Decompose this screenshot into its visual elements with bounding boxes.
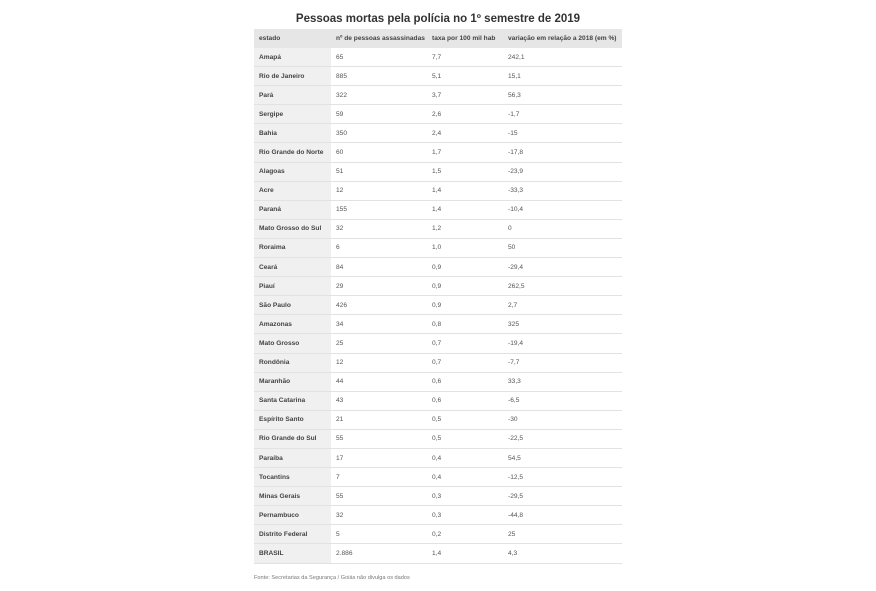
cell-taxa: 0,2 [427,525,503,544]
cell-pessoas-assassinadas: 32 [331,506,427,525]
column-header-taxa: taxa por 100 mil hab [427,29,503,48]
cell-estado: Espírito Santo [254,410,331,429]
cell-taxa: 7,7 [427,48,503,67]
cell-taxa: 2,6 [427,105,503,124]
table-body [254,48,622,563]
table-row [254,353,622,372]
cell-taxa: 0,3 [427,506,503,525]
cell-estado: Pernambuco [254,506,331,525]
cell-estado: Amapá [254,48,331,67]
cell-pessoas-assassinadas: 21 [331,410,427,429]
cell-estado: Alagoas [254,162,331,181]
cell-taxa: 0,5 [427,410,503,429]
cell-estado: São Paulo [254,296,331,315]
cell-estado: Paraná [254,200,331,219]
table-row [254,181,622,200]
cell-pessoas-assassinadas: 350 [331,124,427,143]
cell-taxa: 0,6 [427,372,503,391]
cell-estado: Amazonas [254,315,331,334]
cell-estado: Maranhão [254,372,331,391]
table-row [254,86,622,105]
cell-variacao: -10,4 [503,200,622,219]
cell-variacao: 262,5 [503,277,622,296]
cell-variacao: -6,5 [503,391,622,410]
cell-variacao: 56,3 [503,86,622,105]
cell-taxa: 0,9 [427,277,503,296]
cell-estado: Minas Gerais [254,487,331,506]
table-row [254,48,622,67]
cell-taxa: 1,5 [427,162,503,181]
table-row [254,67,622,86]
cell-taxa: 0,8 [427,315,503,334]
cell-taxa: 3,7 [427,86,503,105]
cell-taxa: 0,4 [427,468,503,487]
column-header-variacao: variação em relação a 2018 (em %) [503,29,622,48]
cell-estado: Tocantins [254,468,331,487]
cell-pessoas-assassinadas: 43 [331,391,427,410]
cell-pessoas-assassinadas: 25 [331,334,427,353]
cell-variacao: -17,8 [503,143,622,162]
cell-pessoas-assassinadas: 55 [331,429,427,448]
cell-estado: Mato Grosso [254,334,331,353]
cell-pessoas-assassinadas: 2.886 [331,544,427,563]
cell-variacao: 0 [503,219,622,238]
cell-variacao: -29,4 [503,258,622,277]
cell-variacao: -22,5 [503,429,622,448]
cell-estado: Santa Catarina [254,391,331,410]
cell-pessoas-assassinadas: 885 [331,67,427,86]
cell-estado: Pará [254,86,331,105]
cell-variacao: -12,5 [503,468,622,487]
cell-estado: Rio Grande do Norte [254,143,331,162]
cell-estado: Roraima [254,238,331,257]
cell-estado: Distrito Federal [254,525,331,544]
cell-taxa: 1,7 [427,143,503,162]
column-header-pessoas-assassinadas: nº de pessoas assassinadas [331,29,427,48]
header-row [254,29,622,48]
table-row [254,258,622,277]
cell-pessoas-assassinadas: 65 [331,48,427,67]
table-row [254,124,622,143]
table-row [254,410,622,429]
cell-taxa: 0,3 [427,487,503,506]
table-row [254,105,622,124]
cell-pessoas-assassinadas: 426 [331,296,427,315]
cell-pessoas-assassinadas: 322 [331,86,427,105]
cell-pessoas-assassinadas: 12 [331,181,427,200]
cell-pessoas-assassinadas: 29 [331,277,427,296]
cell-pessoas-assassinadas: 6 [331,238,427,257]
cell-taxa: 1,0 [427,238,503,257]
cell-variacao: 2,7 [503,296,622,315]
cell-estado: Mato Grosso do Sul [254,219,331,238]
table-row [254,315,622,334]
table-row [254,219,622,238]
cell-variacao: -33,3 [503,181,622,200]
cell-estado: Acre [254,181,331,200]
cell-pessoas-assassinadas: 59 [331,105,427,124]
cell-pessoas-assassinadas: 55 [331,487,427,506]
cell-estado: Rio Grande do Sul [254,429,331,448]
table-row [254,296,622,315]
cell-estado: BRASIL [254,544,331,563]
cell-taxa: 5,1 [427,67,503,86]
table-row [254,525,622,544]
data-table [254,29,622,564]
cell-estado: Sergipe [254,105,331,124]
cell-variacao: 242,1 [503,48,622,67]
table-row [254,506,622,525]
cell-pessoas-assassinadas: 155 [331,200,427,219]
table-row [254,238,622,257]
cell-estado: Piauí [254,277,331,296]
cell-pessoas-assassinadas: 44 [331,372,427,391]
table-row [254,200,622,219]
cell-taxa: 0,6 [427,391,503,410]
cell-variacao: 33,3 [503,372,622,391]
cell-estado: Ceará [254,258,331,277]
table-row [254,277,622,296]
cell-pessoas-assassinadas: 51 [331,162,427,181]
table-row [254,334,622,353]
cell-pessoas-assassinadas: 32 [331,219,427,238]
table-row [254,429,622,448]
table-title: Pessoas mortas pela polícia no 1º semestre de 2019 [295,13,581,25]
cell-pessoas-assassinadas: 34 [331,315,427,334]
cell-variacao: -30 [503,410,622,429]
cell-estado: Bahia [254,124,331,143]
cell-variacao: 15,1 [503,67,622,86]
cell-taxa: 0,9 [427,296,503,315]
cell-taxa: 0,5 [427,429,503,448]
cell-variacao: -44,8 [503,506,622,525]
table-row [254,544,622,563]
cell-variacao: 25 [503,525,622,544]
cell-taxa: 0,4 [427,448,503,467]
table-row [254,468,622,487]
cell-pessoas-assassinadas: 84 [331,258,427,277]
table-row [254,391,622,410]
cell-pessoas-assassinadas: 17 [331,448,427,467]
table-row [254,162,622,181]
cell-estado: Paraíba [254,448,331,467]
cell-estado: Rio de Janeiro [254,67,331,86]
cell-taxa: 2,4 [427,124,503,143]
cell-pessoas-assassinadas: 7 [331,468,427,487]
table-row [254,487,622,506]
cell-taxa: 0,7 [427,334,503,353]
cell-variacao: -23,9 [503,162,622,181]
table-row [254,143,622,162]
cell-variacao: -15 [503,124,622,143]
cell-taxa: 1,4 [427,181,503,200]
cell-estado: Rondônia [254,353,331,372]
cell-variacao: -7,7 [503,353,622,372]
cell-variacao: 50 [503,238,622,257]
cell-variacao: -29,5 [503,487,622,506]
cell-variacao: 325 [503,315,622,334]
table-row [254,448,622,467]
cell-taxa: 1,4 [427,544,503,563]
cell-taxa: 1,4 [427,200,503,219]
column-header-estado: estado [254,29,331,48]
table-row [254,372,622,391]
cell-variacao: 4,3 [503,544,622,563]
cell-pessoas-assassinadas: 60 [331,143,427,162]
cell-taxa: 1,2 [427,219,503,238]
cell-pessoas-assassinadas: 5 [331,525,427,544]
cell-taxa: 0,7 [427,353,503,372]
cell-variacao: 54,5 [503,448,622,467]
cell-taxa: 0,9 [427,258,503,277]
cell-pessoas-assassinadas: 12 [331,353,427,372]
cell-variacao: -1,7 [503,105,622,124]
source-note: Fonte: Secretarias da Segurança / Goiás não divulga os dados [254,575,410,581]
cell-variacao: -19,4 [503,334,622,353]
